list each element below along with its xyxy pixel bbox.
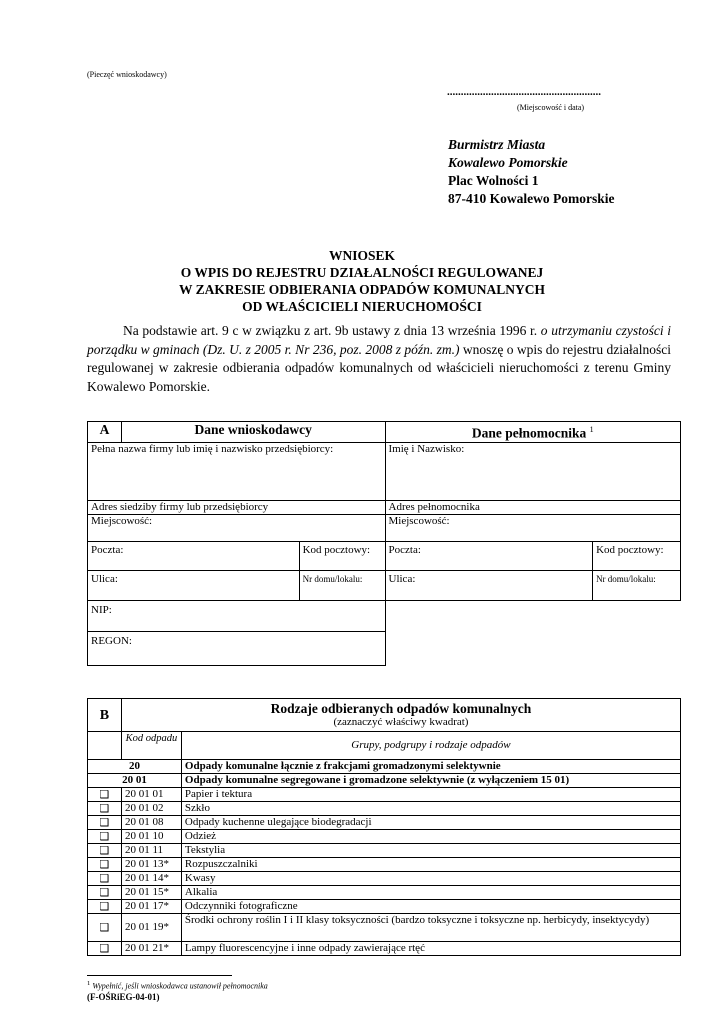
desc-col-header: Grupy, podgrupy i rodzaje odpadów [181,732,680,760]
proxy-house-no-field[interactable]: Nr domu/lokalu: [593,570,681,600]
waste-desc: Lampy fluorescencyjne i inne odpady zawierające rtęć [181,942,680,956]
proxy-header-text: Dane pełnomocnika [471,425,587,441]
proxy-footnote-ref: 1 [589,425,594,434]
recipient-line-4: 87-410 Kowalewo Pomorskie [448,191,615,206]
waste-row [88,816,681,830]
stamp-label: (Pieczęć wnioskodawcy) [87,70,167,79]
subgroup-code: 20 01 [88,774,182,788]
waste-row [88,788,681,802]
section-b-header: Rodzaje odbieranych odpadów komunalnych [270,701,532,716]
section-a-letter: A [88,422,122,443]
company-address-label: Adres siedziby firmy lub przedsiębiorcy [88,500,386,514]
regon-field[interactable]: REGON: [88,631,386,665]
recipient-line-2: Kowalewo Pomorskie [448,155,568,170]
group-code: 20 [88,760,182,774]
waste-checkbox[interactable]: ❑ [88,788,122,802]
company-house-no-field[interactable]: Nr domu/lokalu: [299,570,385,600]
form-code: (F-OŚRiEG-04-01) [87,991,160,1002]
subgroup-desc: Odpady komunalne segregowane i gromadzone selektywnie (z wyłączeniem 15 01) [181,774,680,788]
waste-checkbox[interactable]: ❑ [88,844,122,858]
section-b-subheader: (zaznaczyć właściwy kwadrat) [333,716,469,728]
intro-part-3: wnoszę o wpis do rejestru działalności regulowanej w zakresie odbierania odpadów komunalnych od właścicieli nieruchomości z terenu Gminy Kowalewo Pomorskie. [87,341,671,394]
waste-code: 20 01 02 [121,802,181,816]
code-col-header: Kod odpadu [121,732,181,760]
waste-checkbox[interactable]: ❑ [88,900,122,914]
waste-checkbox[interactable]: ❑ [88,802,122,816]
waste-desc: Papier i tektura [181,788,680,802]
company-street-field[interactable]: Ulica: [88,570,300,600]
document-title [0,247,724,315]
waste-checkbox[interactable]: ❑ [88,858,122,872]
waste-checkbox[interactable]: ❑ [88,886,122,900]
footnote [87,975,268,1003]
waste-desc: Alkalia [181,886,680,900]
waste-row [88,900,681,914]
date-dots: ........................................................ [447,86,601,98]
waste-code: 20 01 11 [121,844,181,858]
waste-row [88,858,681,872]
section-a-table [87,421,681,666]
intro-paragraph [87,322,671,396]
waste-code: 20 01 21* [121,942,181,956]
proxy-city-field[interactable]: Miejscowość: [385,514,681,541]
company-post-field[interactable]: Poczta: [88,541,300,570]
waste-checkbox[interactable]: ❑ [88,830,122,844]
proxy-street-field[interactable]: Ulica: [385,570,593,600]
footnote-text: Wypełnić, jeśli wnioskodawca ustanowił pełnomocnika [92,981,268,991]
title-line-4: OD WŁAŚCICIELI NIERUCHOMOŚCI [242,299,482,314]
waste-row [88,830,681,844]
recipient-line-3: Plac Wolności 1 [448,173,539,188]
waste-code: 20 01 15* [121,886,181,900]
section-b-letter: B [88,699,122,732]
title-line-1: WNIOSEK [328,248,396,263]
group-desc: Odpady komunalne łącznie z frakcjami gromadzonymi selektywnie [181,760,680,774]
waste-desc: Środki ochrony roślin I i II klasy toksyczności (bardzo toksyczne i toksyczne np. herbicydy, insektycydy) [181,914,680,942]
waste-code: 20 01 13* [121,858,181,872]
intro-part-2: o utrzymaniu czystości i porządku w gminach (Dz. U. z 2005 r. Nr 236, poz. 2008 z późn. zm.) [87,323,671,357]
waste-code: 20 01 17* [121,900,181,914]
waste-desc: Odzież [181,830,680,844]
proxy-address-label: Adres pełnomocnika [385,500,681,514]
footnote-text-line [87,978,268,992]
waste-row [88,942,681,956]
date-label: (Miejscowość i data) [517,103,585,112]
title-line-3: W ZAKRESIE ODBIERANIA ODPADÓW KOMUNALNYCH [178,282,546,297]
title-line-2: O WPIS DO REJESTRU DZIAŁALNOŚCI REGULOWANEJ [180,265,544,280]
waste-desc: Rozpuszczalniki [181,858,680,872]
waste-checkbox[interactable]: ❑ [88,816,122,830]
waste-checkbox[interactable]: ❑ [88,872,122,886]
proxy-name-field[interactable]: Imię i Nazwisko: [385,442,681,500]
company-city-field[interactable]: Miejscowość: [88,514,386,541]
waste-desc: Tekstylia [181,844,680,858]
recipient-address [448,136,614,208]
section-b-table [87,698,681,956]
recipient-line-1: Burmistrz Miasta [448,137,546,152]
empty-cell [385,600,681,665]
waste-row [88,802,681,816]
checkbox-col-header [88,732,122,760]
waste-row [88,872,681,886]
waste-checkbox[interactable]: ❑ [88,942,122,956]
company-name-field[interactable]: Pełna nazwa firmy lub imię i nazwisko przedsiębiorcy: [88,442,386,500]
waste-checkbox[interactable]: ❑ [88,914,122,942]
company-postcode-field[interactable]: Kod pocztowy: [299,541,385,570]
waste-code: 20 01 01 [121,788,181,802]
footnote-marker: 1 [87,980,91,987]
waste-code: 20 01 19* [121,914,181,942]
nip-field[interactable]: NIP: [88,600,386,631]
intro-part-1: Na podstawie art. 9 c w związku z art. 9b ustawy z dnia 13 września 1996 r. [123,323,541,338]
section-b-header-cell [121,699,680,732]
waste-code: 20 01 08 [121,816,181,830]
waste-code: 20 01 10 [121,830,181,844]
waste-row [88,844,681,858]
waste-row [88,886,681,900]
waste-desc: Odczynniki fotograficzne [181,900,680,914]
waste-code: 20 01 14* [121,872,181,886]
waste-desc: Szkło [181,802,680,816]
proxy-postcode-field[interactable]: Kod pocztowy: [593,541,681,570]
proxy-header [385,422,681,443]
waste-row [88,914,681,942]
applicant-header: Dane wnioskodawcy [121,422,385,443]
waste-desc: Odpady kuchenne ulegające biodegradacji [181,816,680,830]
proxy-post-field[interactable]: Poczta: [385,541,593,570]
waste-desc: Kwasy [181,872,680,886]
